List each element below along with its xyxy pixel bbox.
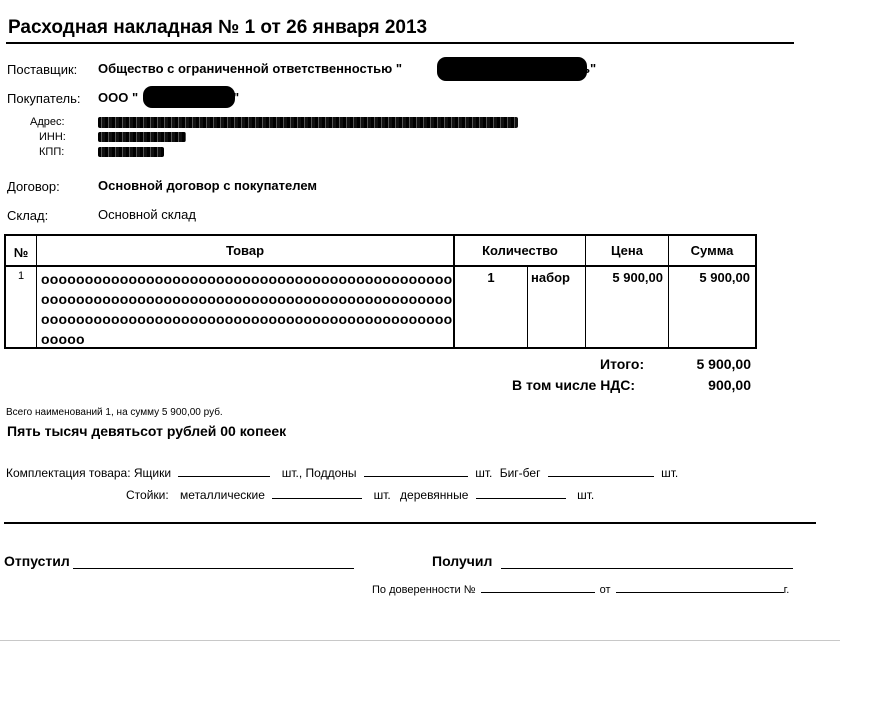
contract-value: Основной договор с покупателем — [98, 178, 318, 193]
vat-label: В том числе НДС: — [512, 377, 636, 393]
column-quantity: Количество — [454, 235, 586, 266]
column-price: Цена — [586, 235, 669, 266]
column-goods: Товар — [37, 235, 455, 266]
inn-label: ИНН: — [39, 131, 66, 143]
amount-in-words: Пять тысяч девятьсот рублей 00 копеек — [7, 423, 287, 439]
proxy-prefix: По доверенности № — [372, 584, 476, 596]
warehouse-label: Склад: — [7, 208, 49, 223]
address-redaction — [98, 117, 518, 128]
total-label: Итого: — [600, 356, 645, 372]
bigbag-unit: шт. — [661, 466, 679, 480]
row-goods-cell — [37, 266, 455, 348]
row-price: 5 900,00 — [586, 266, 669, 348]
title-divider — [6, 42, 794, 44]
released-label: Отпустил — [4, 553, 70, 569]
document-title: Расходная накладная № 1 от 26 января 2013 — [8, 17, 428, 38]
warehouse-value: Основной склад — [98, 207, 196, 222]
boxes-blank — [178, 476, 270, 477]
table-row — [5, 266, 756, 348]
packaging-bigbag-label: Биг-бег — [499, 466, 541, 480]
row-number: 1 — [17, 270, 25, 282]
racks-label: Стойки: — [126, 488, 169, 502]
received-signature-line — [501, 568, 793, 569]
buyer-redaction — [143, 86, 235, 108]
section-divider — [4, 522, 816, 524]
page-bottom-edge — [0, 640, 840, 641]
received-label: Получил — [432, 553, 493, 569]
total-value: 5 900,00 — [696, 356, 751, 372]
items-count-text: Всего наименований 1, на сумму 5 900,00 руб. — [6, 407, 223, 418]
goods-table — [4, 234, 757, 349]
table-header-row — [5, 235, 756, 266]
metal-blank — [272, 498, 362, 499]
racks-metal-label: металлические — [180, 488, 265, 502]
supplier-value-tail: ь" — [582, 61, 597, 76]
supplier-redaction — [437, 57, 587, 81]
wooden-unit: шт. — [577, 488, 595, 502]
metal-unit: шт. — [373, 488, 391, 502]
packaging-line-2 — [126, 488, 594, 502]
proxy-number-blank — [481, 592, 595, 593]
proxy-from: от — [599, 584, 611, 596]
kpp-redaction — [98, 147, 164, 157]
column-sum: Сумма — [669, 235, 757, 266]
wooden-blank — [476, 498, 566, 499]
released-signature-line — [73, 568, 354, 569]
packaging-boxes-label: Комплектация товара: Ящики — [6, 466, 172, 480]
kpp-label: КПП: — [39, 146, 65, 158]
pallets-blank — [364, 476, 468, 477]
vat-value: 900,00 — [708, 377, 751, 393]
row-quantity: 1 — [454, 266, 528, 348]
proxy-line — [372, 584, 789, 596]
buyer-label: Покупатель: — [7, 91, 81, 106]
contract-label: Договор: — [7, 179, 60, 194]
column-number: № — [5, 235, 37, 266]
row-goods-name: oooooooooooooooooooooooooooooooooooooooooooooooooooooooooooooooooooooooooooooooooooooooooooooooooooooooooooooooooooooooooooooooooooooooooooooooooo — [41, 271, 453, 347]
bigbag-blank — [548, 476, 654, 477]
pallets-unit: шт. — [475, 466, 493, 480]
inn-redaction — [98, 132, 186, 142]
supplier-label: Поставщик: — [7, 62, 78, 77]
buyer-value-tail: " — [233, 90, 240, 105]
address-label: Адрес: — [30, 116, 65, 128]
racks-wooden-label: деревянные — [400, 488, 469, 502]
packaging-line-1 — [6, 466, 678, 480]
row-sum: 5 900,00 — [669, 266, 757, 348]
proxy-year: г. — [783, 584, 790, 596]
row-unit: набор — [528, 266, 586, 348]
supplier-value: Общество с ограниченной ответственностью " — [98, 61, 403, 76]
proxy-date-blank — [616, 592, 784, 593]
packaging-pallets-label: шт., Поддоны — [281, 466, 357, 480]
buyer-value: ООО " — [98, 90, 139, 105]
